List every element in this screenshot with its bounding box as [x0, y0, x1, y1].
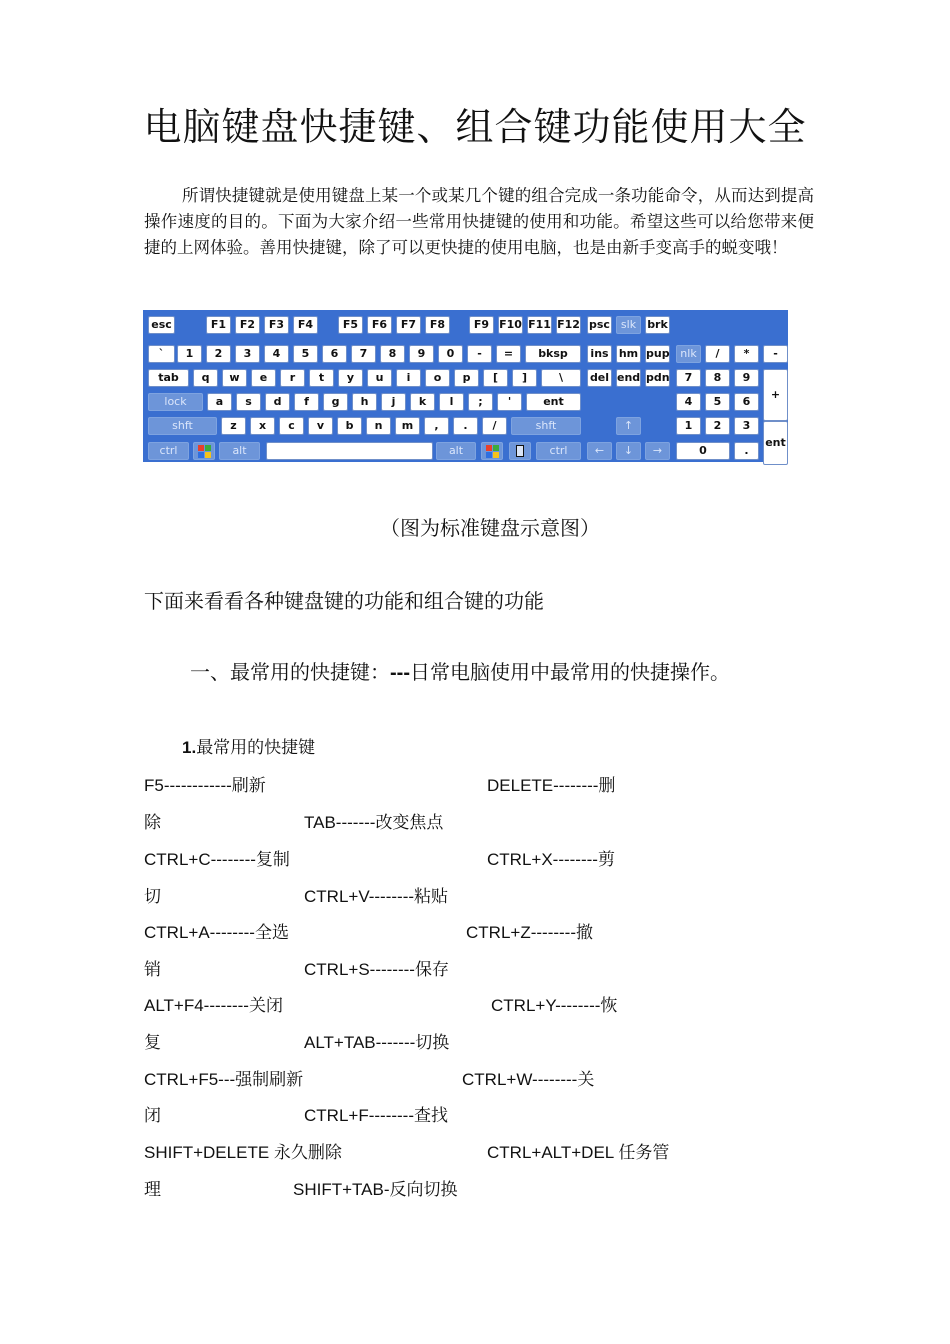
key-l: l: [439, 393, 464, 411]
shortcut-item: CTRL+F5---强制刷新: [144, 1070, 304, 1090]
intro-paragraph: 所谓快捷键就是使用键盘上某一个或某几个键的组合完成一条功能命令，从而达到提高操作速度的目的。下面为大家介绍一些常用快捷键的使用和功能。希望这些可以给您带来便捷的上网体验。善用快捷键，除了可以更快捷的使用电脑，也是由新手变高手的蜕变哦！: [144, 186, 814, 257]
shortcut-item: CTRL+W--------关: [462, 1070, 595, 1090]
key-e: e: [251, 369, 276, 387]
key-t: t: [309, 369, 334, 387]
key-brk: brk: [645, 316, 670, 334]
key-5: 5: [293, 345, 318, 363]
shortcut-item: DELETE--------删: [487, 776, 616, 796]
key-arrow-down: ↓: [616, 442, 641, 460]
key-tab: tab: [148, 369, 189, 387]
key-space: [266, 442, 433, 460]
key-g: g: [323, 393, 348, 411]
key-a: a: [207, 393, 232, 411]
key-comma: ,: [424, 417, 449, 435]
key-f6: F6: [367, 316, 392, 334]
key-arrow-up: ↑: [616, 417, 641, 435]
shortcut-item: 闭: [144, 1106, 161, 1126]
key-capslock: lock: [148, 393, 203, 411]
key-period: .: [453, 417, 478, 435]
menu-icon: [516, 445, 524, 457]
shortcut-item: 销: [144, 960, 161, 980]
key-arrow-right: →: [645, 442, 670, 460]
key-num-2: 2: [705, 417, 730, 435]
shortcut-item: TAB-------改变焦点: [304, 813, 444, 833]
key-num-divide: /: [705, 345, 730, 363]
key-rbracket: ]: [512, 369, 537, 387]
key-1: 1: [177, 345, 202, 363]
key-o: o: [425, 369, 450, 387]
key-ins: ins: [587, 345, 612, 363]
key-7: 7: [351, 345, 376, 363]
key-9: 9: [409, 345, 434, 363]
key-backspace: bksp: [525, 345, 581, 363]
key-f5: F5: [338, 316, 363, 334]
key-8: 8: [380, 345, 405, 363]
key-f10: F10: [498, 316, 523, 334]
key-backslash: \: [541, 369, 581, 387]
shortcut-item: 理: [144, 1180, 161, 1200]
shortcut-item: F5------------刷新: [144, 776, 266, 796]
key-f11: F11: [527, 316, 552, 334]
key-f8: F8: [425, 316, 450, 334]
section-heading-1: [190, 656, 730, 685]
key-2: 2: [206, 345, 231, 363]
key-y: y: [338, 369, 363, 387]
key-num-4: 4: [676, 393, 701, 411]
key-num-7: 7: [676, 369, 701, 387]
key-f12: F12: [556, 316, 581, 334]
key-f2: F2: [235, 316, 260, 334]
key-w: w: [222, 369, 247, 387]
key-menu: [509, 442, 531, 460]
shortcut-item: CTRL+Z--------撤: [466, 923, 593, 943]
key-left-win: [193, 442, 215, 460]
shortcut-item: ALT+TAB-------切换: [304, 1033, 450, 1053]
key-left-ctrl: ctrl: [148, 442, 189, 460]
key-h: h: [352, 393, 377, 411]
key-enter: ent: [526, 393, 581, 411]
key-quote: ': [497, 393, 522, 411]
key-p: p: [454, 369, 479, 387]
key-psc: psc: [587, 316, 612, 334]
key-num-plus: +: [763, 369, 788, 421]
key-q: q: [193, 369, 218, 387]
key-minus: -: [467, 345, 492, 363]
shortcut-item: CTRL+X--------剪: [487, 850, 615, 870]
shortcut-item: CTRL+ALT+DEL 任务管: [487, 1143, 670, 1163]
key-f4: F4: [293, 316, 318, 334]
key-left-alt: alt: [219, 442, 260, 460]
key-num-6: 6: [734, 393, 759, 411]
shortcut-item: CTRL+A--------全选: [144, 923, 289, 943]
key-num-enter: ent: [763, 421, 788, 465]
key-0: 0: [438, 345, 463, 363]
key-f9: F9: [469, 316, 494, 334]
key-3: 3: [235, 345, 260, 363]
key-slk: slk: [616, 316, 641, 334]
key-v: v: [308, 417, 333, 435]
page-title: 电脑键盘快捷键、组合键功能使用大全: [143, 105, 807, 149]
key-equals: =: [496, 345, 521, 363]
key-n: n: [366, 417, 391, 435]
key-f3: F3: [264, 316, 289, 334]
figure-caption: （图为标准键盘示意图）: [380, 516, 600, 540]
shortcut-item: CTRL+F--------查找: [304, 1106, 448, 1126]
shortcut-item: SHIFT+DELETE 永久删除: [144, 1143, 342, 1163]
key-num-0: 0: [676, 442, 730, 460]
shortcut-item: CTRL+V--------粘贴: [304, 887, 449, 907]
key-semicolon: ;: [468, 393, 493, 411]
windows-logo-icon: [486, 445, 499, 458]
shortcut-item: CTRL+S--------保存: [304, 960, 449, 980]
key-j: j: [381, 393, 406, 411]
key-c: c: [279, 417, 304, 435]
section-heading-rest: 日常电脑使用中最常用的快捷操作。: [409, 660, 730, 684]
key-s: s: [236, 393, 261, 411]
key-num-1: 1: [676, 417, 701, 435]
section-heading-prefix: 一、最常用的快捷键：: [190, 660, 390, 684]
subsection-heading-1: [182, 733, 315, 758]
key-4: 4: [264, 345, 289, 363]
key-pgdn: pdn: [645, 369, 670, 387]
key-x: x: [250, 417, 275, 435]
key-b: b: [337, 417, 362, 435]
shortcut-item: ALT+F4--------关闭: [144, 996, 283, 1016]
section-heading-dashes: ---: [390, 662, 410, 684]
windows-logo-icon: [198, 445, 211, 458]
key-m: m: [395, 417, 420, 435]
key-esc: esc: [148, 316, 175, 334]
key-num-8: 8: [705, 369, 730, 387]
key-num-multiply: *: [734, 345, 759, 363]
key-right-alt: alt: [436, 442, 476, 460]
keyboard-diagram: [143, 310, 788, 462]
key-right-win: [481, 442, 503, 460]
shortcut-item: CTRL+Y--------恢: [491, 996, 618, 1016]
shortcut-item: SHIFT+TAB-反向切换: [293, 1180, 458, 1200]
key-home: hm: [616, 345, 641, 363]
shortcut-item: 除: [144, 813, 161, 833]
key-lbracket: [: [483, 369, 508, 387]
subsection-number: 1.: [182, 738, 197, 757]
key-del: del: [587, 369, 612, 387]
key-end: end: [616, 369, 641, 387]
shortcut-item: CTRL+C--------复制: [144, 850, 290, 870]
key-u: u: [367, 369, 392, 387]
section-intro: 下面来看看各种键盘键的功能和组合键的功能: [144, 589, 544, 613]
key-d: d: [265, 393, 290, 411]
key-f: f: [294, 393, 319, 411]
shortcut-item: 切: [144, 887, 161, 907]
key-num-decimal: .: [734, 442, 759, 460]
subsection-text: 最常用的快捷键: [196, 738, 316, 758]
key-i: i: [396, 369, 421, 387]
key-numlock: nlk: [676, 345, 701, 363]
shortcut-item: 复: [144, 1033, 161, 1053]
key-slash: /: [482, 417, 507, 435]
key-r: r: [280, 369, 305, 387]
key-right-shift: shft: [511, 417, 581, 435]
key-num-9: 9: [734, 369, 759, 387]
key-k: k: [410, 393, 435, 411]
key-num-minus: -: [763, 345, 788, 363]
key-right-ctrl: ctrl: [536, 442, 581, 460]
key-pgup: pup: [645, 345, 670, 363]
key-arrow-left: ←: [587, 442, 612, 460]
key-backtick: `: [148, 345, 175, 363]
key-f7: F7: [396, 316, 421, 334]
key-left-shift: shft: [148, 417, 217, 435]
key-6: 6: [322, 345, 347, 363]
key-num-3: 3: [734, 417, 759, 435]
key-num-5: 5: [705, 393, 730, 411]
key-z: z: [221, 417, 246, 435]
key-f1: F1: [206, 316, 231, 334]
